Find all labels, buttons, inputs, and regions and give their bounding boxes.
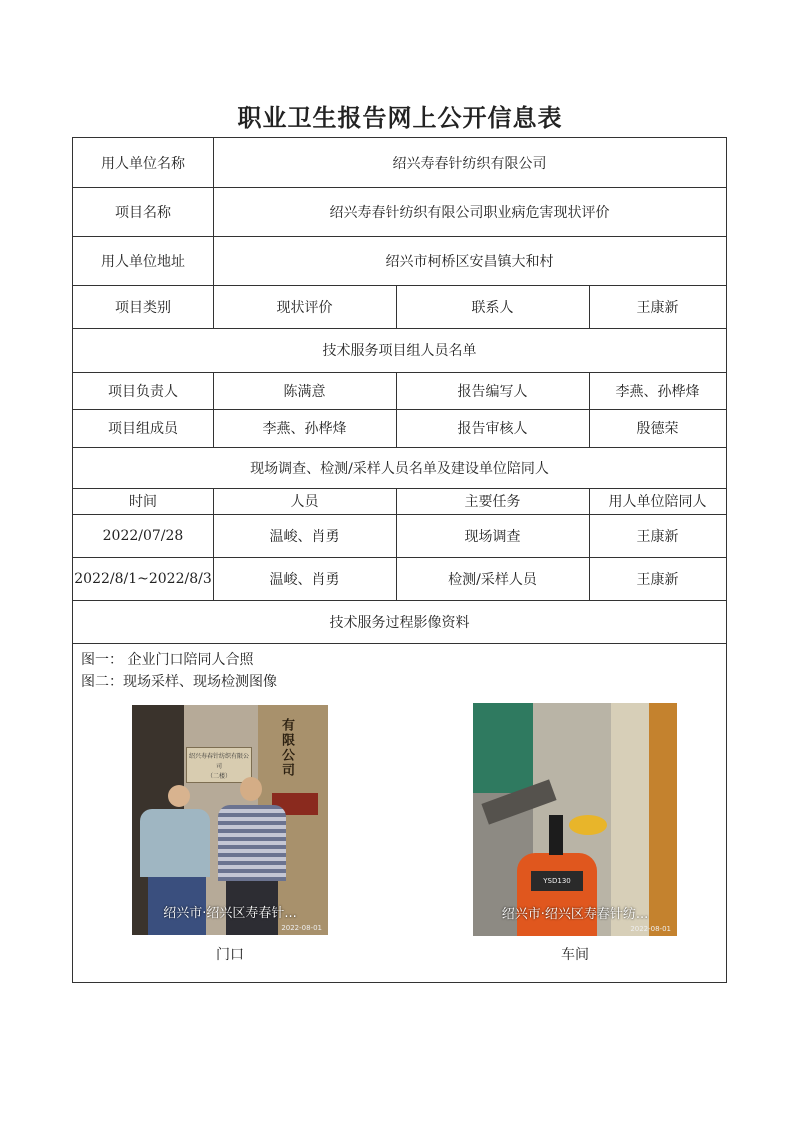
orange-background: [649, 703, 677, 936]
project-name-value: 绍兴寿春针纺织有限公司职业病危害现状评价: [329, 204, 610, 221]
figure-1-note: 图一： 企业门口陪同人合照: [81, 652, 254, 668]
survey-row-2-escort: 王康新: [636, 571, 679, 588]
person-1-head: [168, 785, 190, 807]
company-plaque: [186, 747, 252, 783]
project-name-label: 项目名称: [115, 204, 171, 221]
person-2-shirt: [218, 805, 286, 881]
team-heading: 技术服务项目组人员名单: [322, 343, 477, 359]
photo-2-date: 2022-08-01: [630, 925, 671, 933]
beam: [611, 703, 651, 936]
members-label: 项目组成员: [108, 421, 178, 437]
survey-row-2-task: 检测/采样人员: [448, 571, 537, 588]
survey-header-escort: 用人单位陪同人: [608, 494, 707, 510]
survey-header-task: 主要任务: [464, 494, 521, 510]
survey-row-1-task: 现场调查: [464, 528, 521, 545]
photo-2-watermark: 绍兴市·绍兴区寿春针纺...: [501, 907, 649, 922]
info-table: [72, 137, 727, 983]
address-label: 用人单位地址: [101, 253, 185, 270]
survey-row-2-staff: 温峻、肖勇: [269, 571, 340, 588]
writer-label: 报告编写人: [457, 383, 528, 400]
person-2-head: [240, 777, 262, 801]
members-value: 李燕、孙桦烽: [262, 421, 347, 437]
company-sign-large: 有限公司: [279, 718, 294, 778]
workshop-photo: [473, 703, 677, 936]
survey-row-1-time: 2022/07/28: [102, 527, 184, 544]
reviewer-label: 报告审核人: [457, 421, 528, 437]
media-heading: 技术服务过程影像资料: [329, 614, 470, 631]
leader-label: 项目负责人: [108, 383, 178, 400]
photo-1-watermark: 绍兴市·绍兴区寿春针...: [163, 906, 297, 921]
address-value: 绍兴市柯桥区安昌镇大和村: [385, 253, 554, 270]
project-type-label: 项目类别: [115, 299, 171, 316]
plaque-floor: （二楼）: [206, 773, 231, 780]
plaque-company-name: 绍兴寿春针纺织有限公司: [188, 753, 249, 770]
employer-label: 用人单位名称: [101, 155, 185, 172]
survey-row-2-time: 2022/8/1~2022/8/3: [74, 570, 212, 587]
person-1-shirt: [140, 809, 210, 877]
leader-value: 陈满意: [283, 383, 326, 400]
photo-1-caption: 门口: [216, 947, 244, 963]
survey-row-1-staff: 温峻、肖勇: [269, 528, 340, 545]
meter-display-label: YSD130: [531, 871, 583, 891]
survey-header-staff: 人员: [290, 494, 319, 510]
survey-heading: 现场调查、检测/采样人员名单及建设单位陪同人: [250, 460, 549, 477]
contact-label: 联系人: [471, 299, 514, 316]
writer-value: 李燕、孙桦烽: [615, 383, 700, 400]
meter-microphone: [549, 815, 563, 855]
contact-value: 王康新: [636, 299, 679, 316]
sound-level-meter: [517, 853, 597, 936]
survey-row-1-escort: 王康新: [636, 528, 679, 545]
yellow-part: [569, 815, 607, 835]
photo-1-date: 2022-08-01: [281, 924, 322, 932]
employer-value: 绍兴寿春针纺织有限公司: [392, 155, 547, 172]
project-type-value: 现状评价: [276, 299, 333, 316]
entrance-photo: [132, 705, 328, 935]
page-title: 职业卫生报告网上公开信息表: [237, 103, 563, 132]
photo-2-caption: 车间: [561, 947, 589, 963]
figure-2-note: 图二：现场采样、现场检测图像: [81, 674, 277, 690]
reviewer-value: 殷德荣: [636, 421, 679, 437]
row-divider: [73, 643, 726, 644]
survey-header-time: 时间: [129, 494, 157, 510]
